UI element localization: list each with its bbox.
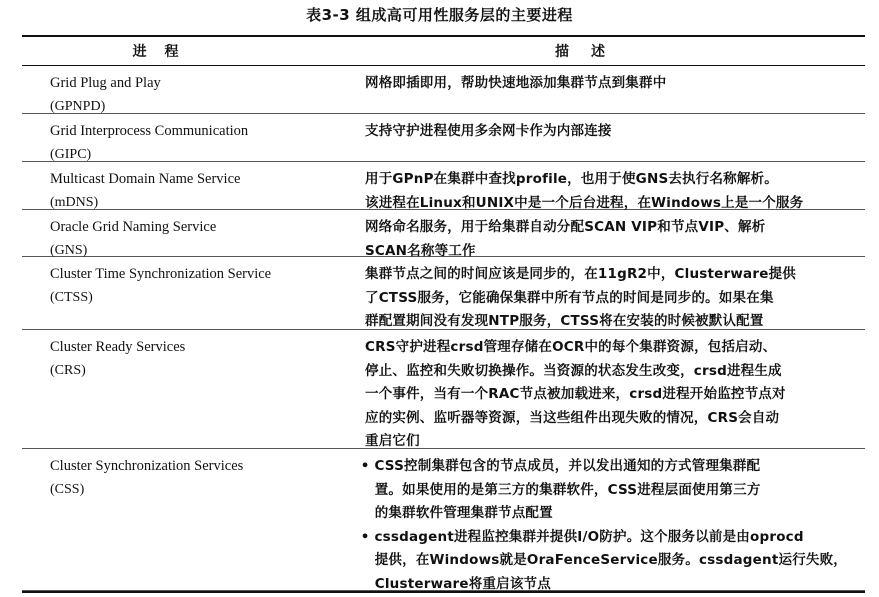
table-row-gns [22,210,865,257]
table-row-crs [22,330,865,449]
description-cell [352,114,865,161]
bullet-continuation: 的集群软件管理集群节点配置 [374,505,553,521]
bullet-continuation: 置。如果使用的是第三方的集群软件，CSS进程层面使用第三方 [374,481,761,498]
process-cell [22,162,352,209]
description-cell [352,210,865,259]
process-cell [22,66,352,113]
process-name: Grid Plug and Play [50,75,161,91]
process-name: Cluster Time Synchronization Service [50,266,272,282]
header-description: 描述 [555,44,627,60]
description-line: 该进程在Linux和UNIX中是一个后台进程，在Windows上是一个服务 [365,194,804,211]
process-name: Cluster Synchronization Services [50,458,244,474]
description-line: 重启它们 [365,433,420,449]
description-cell [352,257,865,329]
process-cell [22,114,352,161]
process-abbr: (GPNPD) [50,99,106,114]
description-line: SCAN名称等工作 [365,242,476,259]
description-line: 了CTSS服务，它能确保集群中所有节点的时间是同步的。如果在集 [365,289,774,306]
bullet-item: • cssdagent进程监控集群并提供I/O防护。这个服务以前是由oprocd [360,528,804,545]
description-line: 网络命名服务，用于给集群自动分配SCAN VIP和节点VIP、解析 [365,219,766,235]
process-cell [22,330,352,448]
process-name: Multicast Domain Name Service [50,171,241,187]
process-abbr: (CTSS) [50,290,93,305]
process-abbr: (mDNS) [50,195,99,210]
description-line: 群配置期间没有发现NTP服务，CTSS将在安装的时候被默认配置 [365,313,764,329]
description-line: 停止、监控和失败切换操作。当资源的状态发生改变，crsd进程生成 [365,362,782,379]
table-row-gipc [22,114,865,162]
description-line: 支持守护进程使用多余网卡作为内部连接 [365,123,612,139]
description-cell [352,330,865,448]
process-cell [22,257,352,329]
table-caption: 表3-3 组成高可用性服务层的主要进程 [306,6,573,24]
bullet-continuation: Clusterware将重启该节点 [374,575,551,592]
table-row-css [22,449,865,591]
process-abbr: (CRS) [50,363,86,378]
table-row-ctss [22,257,865,330]
process-name: Grid Interprocess Communication [50,123,249,139]
description-line: 用于GPnP在集群中查找profile，也用于使GNS去执行名称解析。 [365,171,778,187]
description-cell [352,162,865,209]
process-cell [22,210,352,256]
bullet-continuation: 提供，在Windows就是OraFenceService服务。cssdagent运行失败， [374,552,847,568]
table-row-gpnpd [22,66,865,114]
process-name: Cluster Ready Services [50,339,186,355]
description-line: 集群节点之间的时间应该是同步的，在11gR2中，Clusterware提供 [365,266,796,282]
header-process: 进程 [132,44,197,60]
description-cell [352,66,865,113]
process-abbr: (CSS) [50,482,85,497]
table-header [22,37,865,66]
process-abbr: (GIPC) [50,147,92,162]
description-line: 网格即插即用，帮助快速地添加集群节点到集群中 [365,75,667,91]
description-line: 应的实例、监听器等资源，当这些组件出现失败的情况，CRS会自动 [365,409,780,426]
process-table [22,35,865,593]
description-line: CRS守护进程crsd管理存储在OCR中的每个集群资源，包括启动、 [365,339,777,355]
process-cell [22,449,348,590]
description-line: 一个事件，当有一个RAC节点被加载进来，crsd进程开始监控节点对 [365,386,786,402]
process-abbr: (GNS) [50,243,88,258]
description-cell [348,449,865,590]
bullet-item: • CSS控制集群包含的节点成员，并以发出通知的方式管理集群配 [360,458,761,474]
table-row-mdns [22,162,865,210]
process-name: Oracle Grid Naming Service [50,219,217,235]
